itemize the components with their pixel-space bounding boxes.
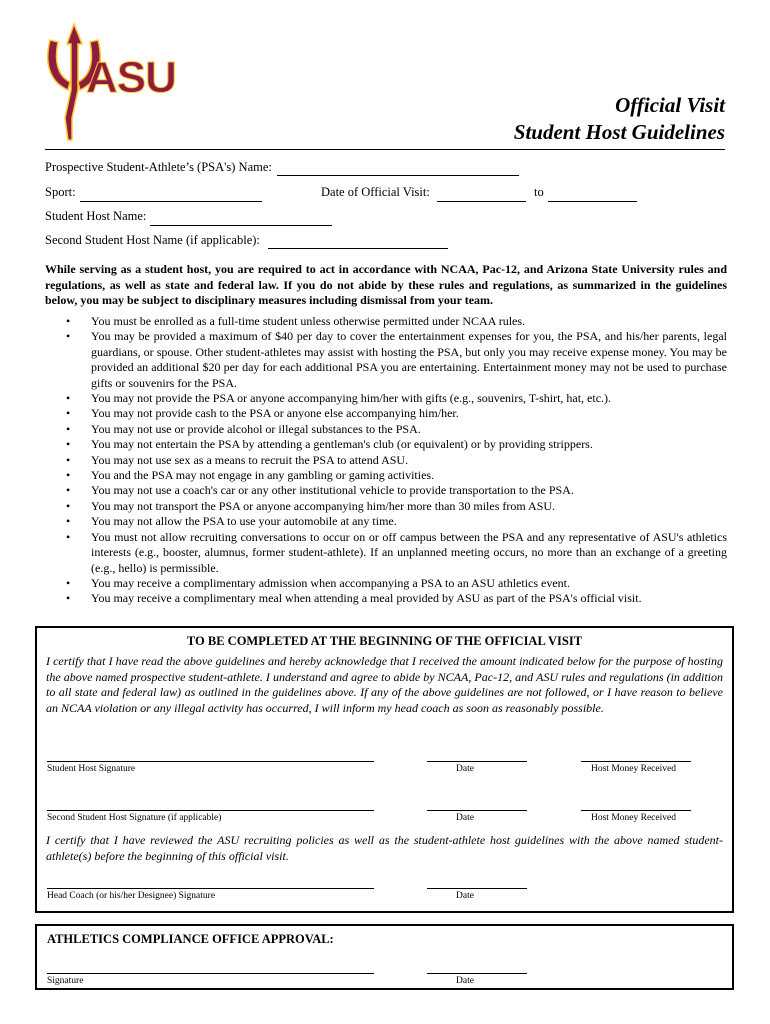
sport-label: Sport: bbox=[45, 185, 76, 199]
to-label: to bbox=[534, 185, 544, 199]
host-name-field[interactable] bbox=[150, 225, 332, 226]
coach-certification-statement: I certify that I have reviewed the ASU recruiting policies as well as the student-athlete host guidelines with the above named student-athlete(s) before the beginning of this official visit. bbox=[46, 833, 723, 863]
date-label: Date bbox=[456, 813, 474, 823]
guidelines-list bbox=[45, 314, 727, 607]
list-item: • You may not use sex as a means to recruit the PSA to attend ASU. bbox=[45, 453, 727, 468]
approval-heading: ATHLETICS COMPLIANCE OFFICE APPROVAL: bbox=[47, 932, 334, 946]
page-subtitle: Student Host Guidelines bbox=[513, 120, 725, 144]
list-item: • You may not use or provide alcohol or illegal substances to the PSA. bbox=[45, 422, 727, 437]
list-item: • You may not entertain the PSA by attending a gentleman's club (or equivalent) or by providing strippers. bbox=[45, 437, 727, 452]
second-host-field[interactable] bbox=[268, 248, 448, 249]
sport-field[interactable] bbox=[80, 201, 262, 202]
coach-signature-line[interactable] bbox=[47, 888, 374, 889]
date-line[interactable] bbox=[427, 761, 527, 762]
date-line[interactable] bbox=[427, 810, 527, 811]
approval-box bbox=[35, 924, 734, 990]
money-received-label: Host Money Received bbox=[591, 764, 676, 774]
list-item: • You may not allow the PSA to use your automobile at any time. bbox=[45, 514, 727, 529]
list-item: • You may receive a complimentary meal when attending a meal provided by ASU as part of the PSA's official visit. bbox=[45, 591, 727, 606]
visit-date-start-field[interactable] bbox=[437, 201, 526, 202]
page-title: Official Visit bbox=[615, 93, 725, 117]
second-host-label: Second Student Host Name (if applicable): bbox=[45, 233, 260, 247]
date-label: Date bbox=[456, 891, 474, 901]
logo-text: ASU bbox=[86, 53, 176, 102]
header-divider bbox=[45, 149, 725, 150]
intro-paragraph: While serving as a student host, you are required to act in accordance with NCAA, Pac-12, and Arizona State University rules and regulations, as well as state and federal law. If you do not abide by these rules and regulations, as summarized in the guidelines below, you may be subject to disciplinary measures including dismissal from your team. bbox=[45, 262, 727, 307]
list-item: • You may not transport the PSA or anyone accompanying him/her more than 30 miles from ASU. bbox=[45, 499, 727, 514]
host-signature-line[interactable] bbox=[47, 761, 374, 762]
list-item: • You may receive a complimentary admission when accompanying a PSA to an ASU athletics event. bbox=[45, 576, 727, 591]
list-item: • You may not use a coach's car or any other institutional vehicle to provide transportation to the PSA. bbox=[45, 483, 727, 498]
coach-signature-label: Head Coach (or his/her Designee) Signature bbox=[47, 891, 216, 901]
host-name-label: Student Host Name: bbox=[45, 209, 147, 223]
certification-heading: TO BE COMPLETED AT THE BEGINNING OF THE OFFICIAL VISIT bbox=[186, 634, 583, 648]
second-host-signature-label: Second Student Host Signature (if applicable) bbox=[47, 813, 222, 823]
date-line[interactable] bbox=[427, 973, 527, 974]
psa-name-field[interactable] bbox=[277, 175, 519, 176]
list-item: • You must not allow recruiting conversations to occur on or off campus between the PSA and any representative of ASU's athletics interests (e.g., booster, alumnus, former student-athlete). If an unplanned meeting occurs, no more than an exchange of a greeting (e.g., hello) is permissible. bbox=[45, 530, 727, 576]
list-item: • You may not provide cash to the PSA or anyone else accompanying him/her. bbox=[45, 406, 727, 421]
list-item: • You must be enrolled as a full-time student unless otherwise permitted under NCAA rules. bbox=[45, 314, 727, 329]
date-label: Date bbox=[456, 976, 474, 986]
date-label: Date bbox=[456, 764, 474, 774]
list-item: • You may be provided a maximum of $40 per day to cover the entertainment expenses for you, the PSA, and his/her parents, legal guardians, or spouse. Other student-athletes may assist with hosting the PSA, but only you may receive expense money. You may be provided an additional $20 per day for each additional PSA you are entertaining. Entertainment money may not be used to purchase gifts or souvenirs for the PSA. bbox=[45, 329, 727, 391]
psa-name-label: Prospective Student-Athlete’s (PSA's) Name: bbox=[45, 160, 272, 174]
host-signature-label: Student Host Signature bbox=[47, 764, 136, 774]
money-received-label: Host Money Received bbox=[591, 813, 676, 823]
visit-date-label: Date of Official Visit: bbox=[321, 185, 430, 199]
money-received-line[interactable] bbox=[581, 761, 691, 762]
certification-statement: I certify that I have read the above guidelines and hereby acknowledge that I received the amount indicated below for the purpose of hosting the above named prospective student-athlete. I understand and agree to abide by NCAA, Pac-12, and ASU rules and regulations (in addition to all state and federal law) as outlined in the guidelines above. If any of the above guidelines are not followed, or I have reason to believe an NCAA violation or any illegal activity has occurred, I will inform my head coach as soon as reasonably possible. bbox=[46, 654, 723, 715]
list-item: • You and the PSA may not engage in any gambling or gaming activities. bbox=[45, 468, 727, 483]
date-line[interactable] bbox=[427, 888, 527, 889]
approval-signature-label: Signature bbox=[47, 976, 84, 986]
second-host-signature-line[interactable] bbox=[47, 810, 374, 811]
list-item: • You may not provide the PSA or anyone accompanying him/her with gifts (e.g., souvenirs, T-shirt, hat, etc.). bbox=[45, 391, 727, 406]
approval-signature-line[interactable] bbox=[47, 973, 374, 974]
asu-pitchfork-logo bbox=[38, 22, 190, 142]
money-received-line[interactable] bbox=[581, 810, 691, 811]
visit-date-end-field[interactable] bbox=[548, 201, 637, 202]
certification-box bbox=[35, 626, 734, 913]
